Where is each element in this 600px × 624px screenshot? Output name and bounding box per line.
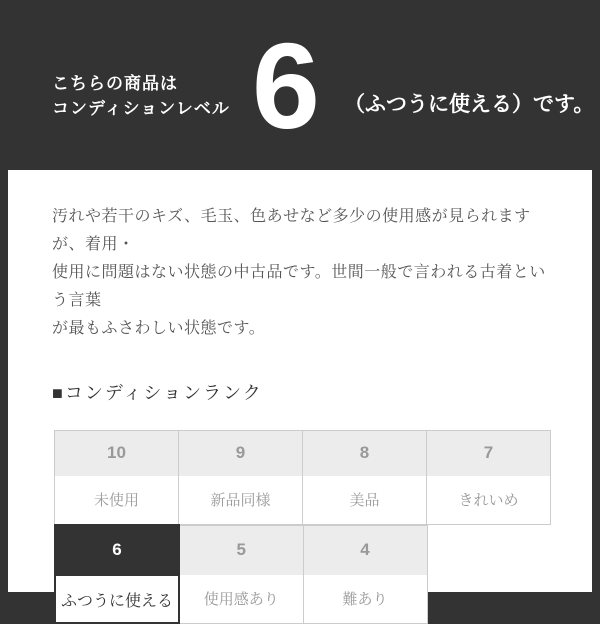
rank-label-row-lower: [55, 575, 427, 623]
rank-cell-8: 8: [303, 431, 427, 476]
condition-banner: [0, 0, 600, 170]
description-line-3: が最もふさわしい状態です。: [52, 320, 266, 337]
rank-label-6-selected: ふつうに使える: [55, 575, 179, 623]
description-line-2: 使用に問題はない状態の中古品です。世間一般で言われる古着という言葉: [52, 264, 546, 309]
rank-number-row-upper: [55, 431, 551, 476]
rank-cell-4: 4: [303, 525, 427, 575]
rank-label-10: 未使用: [55, 476, 179, 525]
rank-label-row-upper: [55, 476, 551, 525]
banner-intro-line2: コンディションレベル: [52, 99, 230, 118]
rank-table-upper: [54, 430, 551, 525]
rank-label-9: 新品同様: [179, 476, 303, 525]
rank-cell-5: 5: [179, 525, 303, 575]
rank-table-lower: [54, 524, 428, 624]
rank-cell-10: 10: [55, 431, 179, 476]
condition-level-label: （ふつうに使える）です。: [344, 93, 595, 116]
condition-level-number: 6: [252, 18, 318, 154]
content-card: [8, 170, 592, 610]
rank-number-row-lower: [55, 525, 427, 575]
rank-label-8: 美品: [303, 476, 427, 525]
rank-label-7: きれいめ: [427, 476, 551, 525]
banner-intro-line1: こちらの商品は: [52, 74, 178, 93]
description-line-1: 汚れや若干のキズ、毛玉、色あせなど多少の使用感が見られますが、着用・: [52, 208, 531, 253]
rank-cell-9: 9: [179, 431, 303, 476]
rank-cell-6-selected: 6: [55, 525, 179, 575]
condition-description: [52, 203, 562, 343]
rank-section-heading: ■コンディションランク: [52, 383, 263, 403]
banner-intro: [52, 71, 230, 121]
rank-cell-7: 7: [427, 431, 551, 476]
rank-label-4: 難あり: [303, 575, 427, 623]
rank-label-5: 使用感あり: [179, 575, 303, 623]
